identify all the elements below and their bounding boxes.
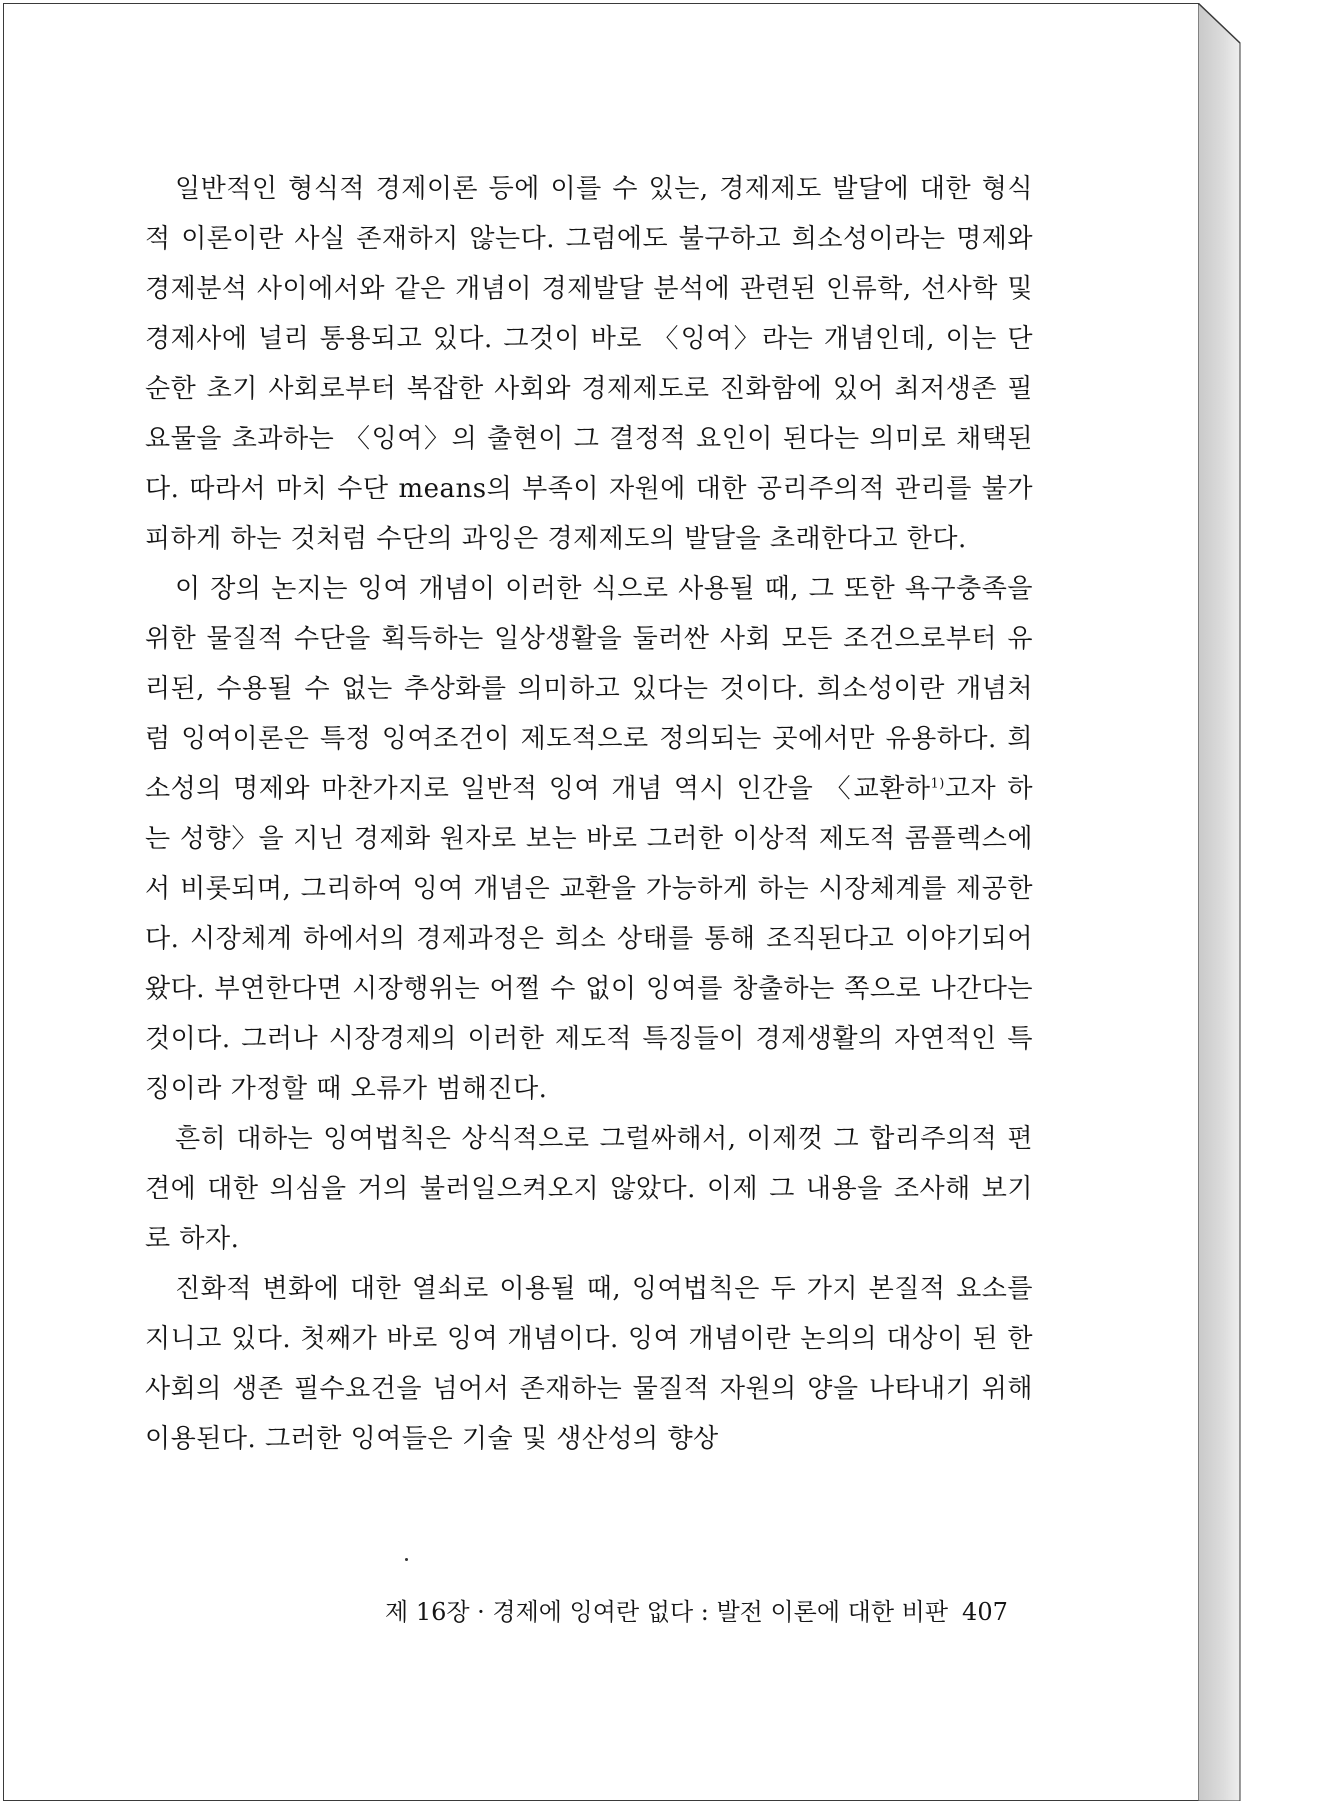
paragraph-2: 이 장의 논지는 잉여 개념이 이러한 식으로 사용될 때, 그 또한 욕구충족을 위한 물질적 수단을 획득하는 일상생활을 둘러싼 사회 모든 조건으로부터 유리된, 수용될 수 없는 추상화를 의미하고 있다는 것이다. 희소성이란 개념처럼 잉여이론은 특정 잉여조건이 제도적으로 정의되는 곳에서만 유용하다. 희소성의 명제와 마찬가지로 일반적 잉여 개념 역시 인간을 〈교환하$^{1)}$고자 하는 성향〉을 지닌 경제화 원자로 보는 바로 그러한 이상적 제도적 콤플렉스에서 비롯되며, 그리하여 잉여 개념은 교환을 가능하게 하는 시장체계를 제공한다. 시장체계 하에서의 경제과정은 희소 상태를 통해 조직된다고 이야기되어왔다. 부연한다면 시장행위는 어쩔 수 없이 잉여를 창출하는 쪽으로 나간다는 것이다. 그러나 시장경제의 이러한 제도적 특징들이 경제생활의 자연적인 특징이라 가정할 때 오류가 범해진다. (145, 574, 1033, 1104)
stray-dot (405, 1558, 408, 1561)
body-text (145, 164, 1033, 1464)
paragraph-4: 진화적 변화에 대한 열쇠로 이용될 때, 잉여법칙은 두 가지 본질적 요소를 지니고 있다. 첫째가 바로 잉여 개념이다. 잉여 개념이란 논의의 대상이 된 한 사회의 생존 필수요건을 넘어서 존재하는 물질적 자원의 양을 나타내기 위해 이용된다. 그러한 잉여들은 기술 및 생산성의 향상 (145, 1274, 1033, 1454)
footnote-reference[interactable]: 1) (930, 776, 945, 792)
page-number: 407 (962, 1598, 1008, 1626)
page-edge (1198, 3, 1272, 1801)
running-head: 제 16장 · 경제에 잉여란 없다 : 발전 이론에 대한 비판 (385, 1598, 949, 1626)
page-footer (385, 1592, 1008, 1627)
paragraph-1: 일반적인 형식적 경제이론 등에 이를 수 있는, 경제제도 발달에 대한 형식적 이론이란 사실 존재하지 않는다. 그럼에도 불구하고 희소성이라는 명제와 경제분석 사이에서와 같은 개념이 경제발달 분석에 관련된 인류학, 선사학 및 경제사에 널리 통용되고 있다. 그것이 바로 〈잉여〉라는 개념인데, 이는 단순한 초기 사회로부터 복잡한 사회와 경제제도로 진화함에 있어 최저생존 필요물을 초과하는 〈잉여〉의 출현이 그 결정적 요인이 된다는 의미로 채택된다. 따라서 마치 수단 means의 부족이 자원에 대한 공리주의적 관리를 불가피하게 하는 것처럼 수단의 과잉은 경제제도의 발달을 초래한다고 한다. (145, 174, 1033, 554)
paragraph-3: 흔히 대하는 잉여법칙은 상식적으로 그럴싸해서, 이제껏 그 합리주의적 편견에 대한 의심을 거의 불러일으켜오지 않았다. 이제 그 내용을 조사해 보기로 하자. (145, 1124, 1033, 1254)
